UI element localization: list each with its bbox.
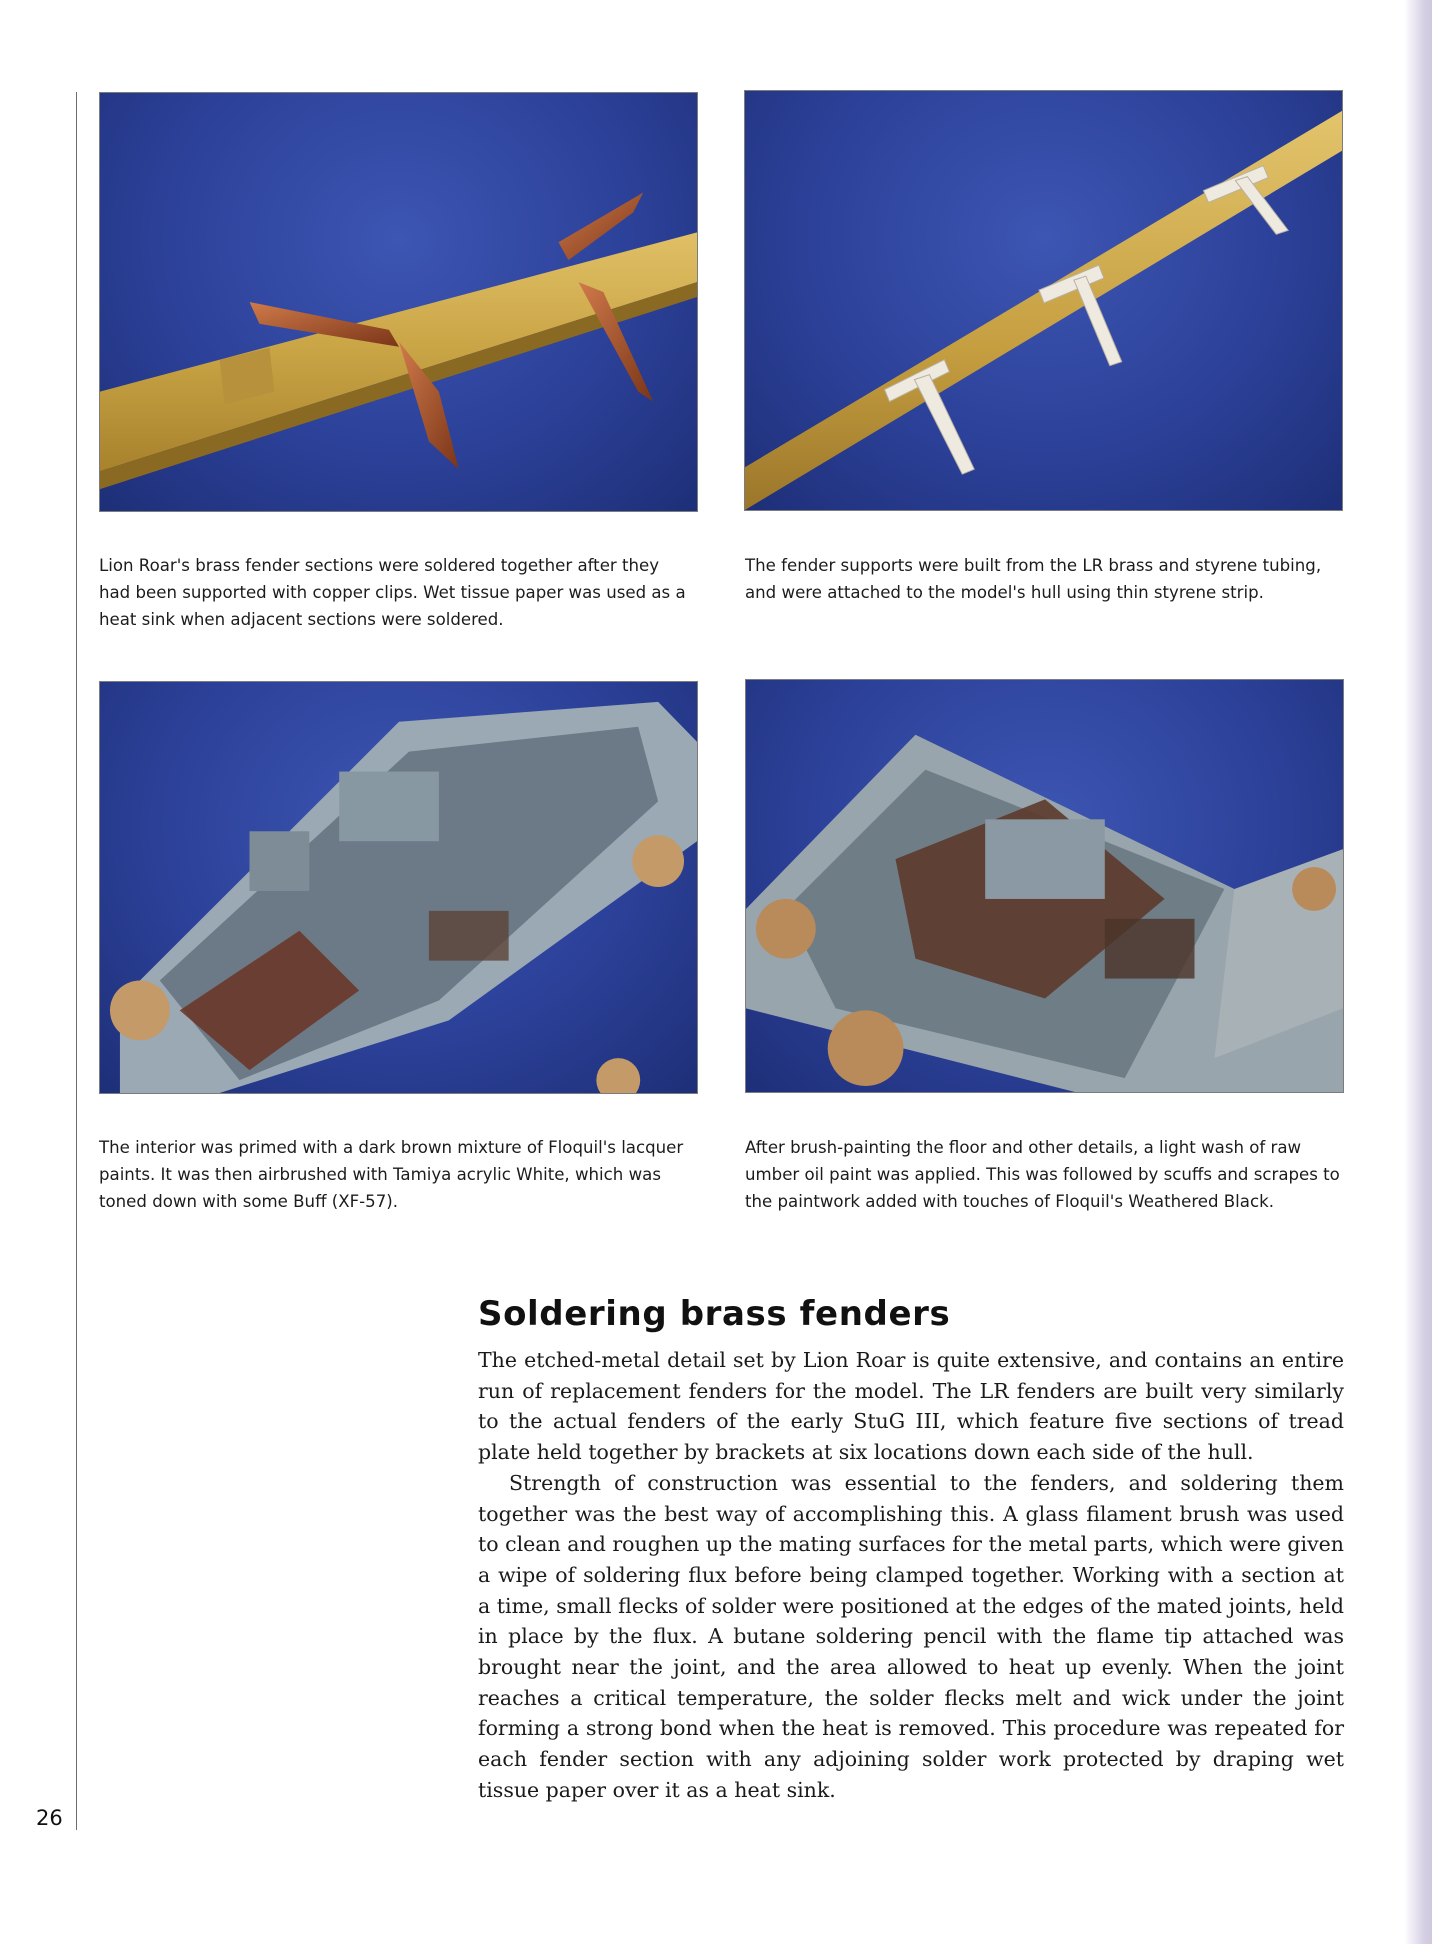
photo-caption: After brush-painting the floor and other details, a light wash of raw umber oil paint was applied. This was followed by scuffs and scrapes to the paintwork added with touches of Floquil's Weathered Black. xyxy=(745,1138,1340,1211)
body-paragraph: Strength of construction was essential to the fenders, and soldering them together was the best way of accomplishing this. A glass filament brush was used to clean and roughen up the mating surfaces for the metal parts, which were given a wipe of soldering flux before being clamped together. Working with a section at a time, small flecks of solder were positioned at the edges of the mated joints, held in place by the flux. A butane soldering pencil with the flame tip attached was brought near the joint, and the area allowed to heat up evenly. When the joint reaches a critical temperature, the solder flecks melt and wick under the joint forming a strong bond when the heat is removed. This procedure was repeated for each fender section with any adjoining solder work protected by draping wet tissue paper over it as a heat sink. xyxy=(478,1470,1344,1802)
ammo-rack xyxy=(249,831,309,891)
primed-interior-illustration xyxy=(100,682,697,1093)
page-edge-shadow xyxy=(1404,0,1432,1944)
fender-supports-illustration xyxy=(745,91,1342,510)
photo-weathered-interior xyxy=(745,679,1344,1093)
photo-fender-supports xyxy=(744,90,1343,511)
photo-caption: The interior was primed with a dark brown mixture of Floquil's lacquer paints. It was then airbrushed with Tamiya acrylic White, which was toned down with some Buff (XF-57). xyxy=(99,1138,684,1211)
brass-fender-clips-illustration xyxy=(100,93,697,511)
page-number: 26 xyxy=(36,1806,63,1830)
section-body xyxy=(478,1345,1344,1806)
engine-block xyxy=(339,772,439,842)
photo-primed-interior xyxy=(99,681,698,1094)
photo-caption: The fender supports were built from the LR brass and styrene tubing, and were attached to the model's hull using thin styrene strip. xyxy=(745,556,1322,602)
section-heading: Soldering brass fenders xyxy=(478,1294,951,1334)
engine-block xyxy=(985,819,1105,899)
photo-caption: Lion Roar's brass fender sections were soldered together after they had been supported with copper clips. Wet tissue paper was used as a heat sink when adjacent sections were soldered. xyxy=(99,556,686,629)
body-paragraph: The etched-metal detail set by Lion Roar is quite extensive, and contains an entire run of replacement fenders for the model. The LR fenders are built very similarly to the actual fenders of the early StuG III, which feature five sections of tread plate held together by brackets at six locations down each side of the hull. xyxy=(478,1348,1344,1465)
weathered-interior-illustration xyxy=(746,680,1343,1092)
photo-brass-fender-clips xyxy=(99,92,698,512)
margin-rule xyxy=(76,92,77,1830)
